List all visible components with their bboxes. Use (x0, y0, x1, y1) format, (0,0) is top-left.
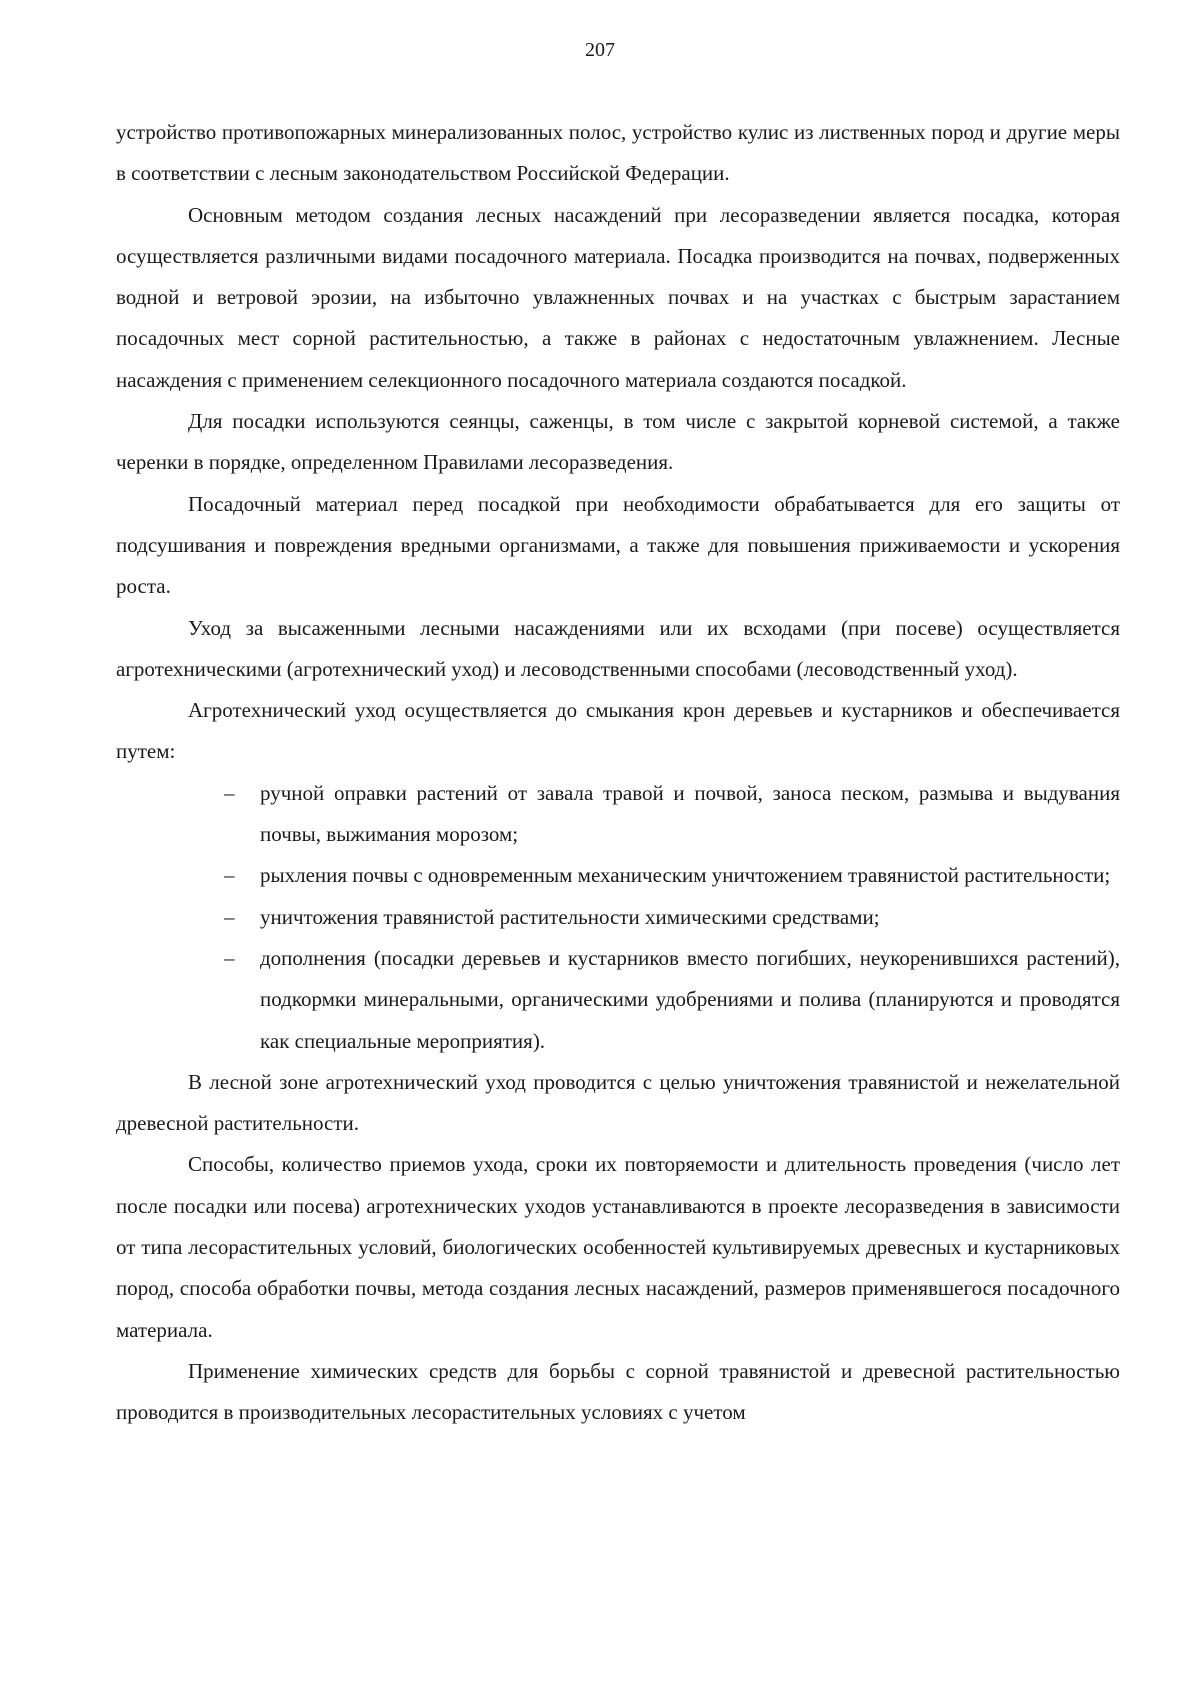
list-dash: – (224, 904, 235, 929)
paragraph: Применение химических средств для борьбы с сорной травянистой и древесной растительностью проводится в производительных лесорастительных условиях с учетом (116, 1358, 1120, 1425)
paragraph: В лесной зоне агротехнический уход проводится с целью уничтожения травянистой и нежелательной древесной растительности. (116, 1069, 1120, 1136)
list-item-text: уничтожения травянистой растительности химическими средствами; (260, 904, 880, 929)
paragraph: устройство противопожарных минерализованных полос, устройство кулис из лиственных пород и другие меры в соответствии с лесным законодательством Российской Федерации. (116, 120, 1120, 186)
paragraph: Способы, количество приемов ухода, сроки их повторяемости и длительность проведения (число лет после посадки или посева) агротехнических уходов устанавливаются в проекте лесоразведения в зависимости от типа лесорастительных условий, биологических особенностей культивируемых древесных и кустарниковых пород, способа обработки почвы, метода создания лесных насаждений, размеров применявшегося посадочного материала. (116, 1152, 1120, 1342)
list-item (224, 855, 1120, 896)
paragraph: Агротехнический уход осуществляется до смыкания крон деревьев и кустарников и обеспечивается путем: (116, 698, 1120, 764)
list-item-text: рыхления почвы с одновременным механическим уничтожением травянистой растительности; (260, 863, 1111, 888)
list-item (224, 938, 1120, 1062)
paragraph: Для посадки используются сеянцы, саженцы, в том числе с закрытой корневой системой, а также черенки в порядке, определенном Правилами лесоразведения. (116, 409, 1120, 475)
list-item (224, 773, 1120, 856)
paragraph: Посадочный материал перед посадкой при необходимости обрабатывается для его защиты от подсушивания и повреждения вредными организмами, а также для повышения приживаемости и ускорения роста. (116, 491, 1120, 599)
document-body (116, 112, 1120, 1434)
paragraph: Уход за высаженными лесными насаждениями или их всходами (при посеве) осуществляется агротехническими (агротехнический уход) и лесоводственными способами (лесоводственный уход). (116, 615, 1120, 681)
list-item (224, 897, 1120, 938)
list-dash: – (224, 945, 235, 970)
paragraph: Основным методом создания лесных насаждений при лесоразведении является посадка, которая осуществляется различными видами посадочного материала. Посадка производится на почвах, подверженных водной и ветровой эрозии, на избыточно увлажненных почвах и на участках с быстрым зарастанием посадочных мест сорной растительностью, а также в районах с недостаточным увлажнением. Лесные насаждения с применением селекционного посадочного материала создаются посадкой. (116, 202, 1120, 392)
list-dash: – (224, 780, 235, 805)
list-item-text: дополнения (посадки деревьев и кустарников вместо погибших, неукоренившихся растений), подкормки минеральными, органическими удобрениями и полива (планируются и проводятся как специальные мероприятия). (260, 945, 1120, 1053)
list-item-text: ручной оправки растений от завала травой и почвой, заноса песком, размыва и выдувания почвы, выжимания морозом; (260, 780, 1120, 847)
list-dash: – (224, 863, 235, 888)
page-number: 207 (585, 39, 615, 61)
dash-list (116, 773, 1120, 1062)
